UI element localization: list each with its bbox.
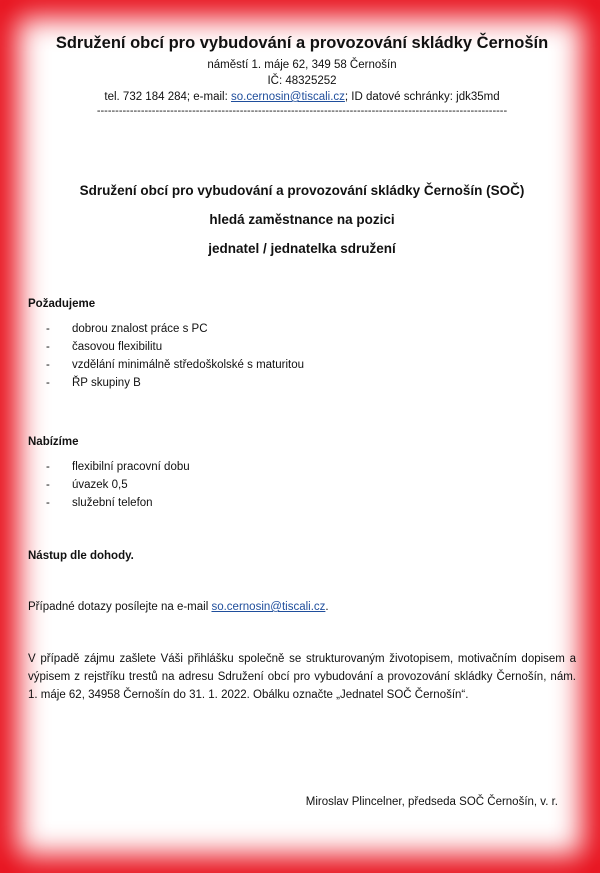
questions-suffix: . [325,601,329,613]
list-item [28,338,576,356]
list-marker: - [46,323,50,335]
organization-address: náměstí 1. máje 62, 349 58 Černošín [207,59,397,71]
list-item-text: dobrou znalost práce s PC [72,323,208,335]
signature: Miroslav Plincelner, předseda SOČ Černošín, v. r. [305,796,558,808]
list-marker: - [46,341,50,353]
requirements-heading: Požadujeme [28,298,96,310]
headline-line-3: jednatel / jednatelka sdružení [208,241,396,256]
organization-ic: IČ: 48325252 [267,75,337,87]
headline-line-2: hledá zaměstnance na pozici [209,212,395,227]
list-item-text: služební telefon [72,497,153,509]
list-marker: - [46,377,50,389]
contact-suffix: ; ID datové schránky: jdk35md [344,91,500,103]
list-marker: - [46,461,50,473]
application-instructions: V případě zájmu zašlete Váši přihlášku společně se strukturovaným životopisem, motivačním dopisem a výpisem z rejstříku trestů na adresu Sdružení obcí pro vybudování a provozování skládky Černošín, nám. 1. máje 62, 34958 Černošín do 31. 1. 2022. Obálku označte „Jednatel SOČ Černošín“. [28,653,576,701]
header-email-link[interactable]: so.cernosin@tiscali.cz [230,91,345,103]
start-date-note: Nástup dle dohody. [28,550,134,562]
list-item [28,356,576,374]
headline-line-1: Sdružení obcí pro vybudování a provozování skládky Černošín (SOČ) [79,183,525,198]
offer-list [28,458,576,512]
list-item-text: flexibilní pracovní dobu [72,461,190,473]
questions-note [28,598,576,616]
list-marker: - [46,359,50,371]
list-item-text: vzdělání minimálně středoškolské s maturitou [72,359,305,371]
questions-email-link[interactable]: so.cernosin@tiscali.cz [211,601,326,613]
list-marker: - [46,497,50,509]
list-item [28,374,576,392]
list-marker: - [46,479,50,491]
list-item-text: časovou flexibilitu [72,341,163,353]
list-item [28,476,576,494]
questions-prefix: Případné dotazy posílejte na e-mail [28,601,212,613]
organization-contact [28,91,576,103]
list-item-text: ŘP skupiny B [72,377,141,389]
list-item [28,320,576,338]
list-item [28,458,576,476]
document-page [28,34,576,808]
header-divider: ---------------------------------------------------------------------------------------------------------------- [96,105,508,117]
organization-title: Sdružení obcí pro vybudování a provozování skládky Černošín [55,34,549,52]
list-item [28,494,576,512]
offer-heading: Nabízíme [28,436,79,448]
requirements-list [28,320,576,392]
list-item-text: úvazek 0,5 [72,479,128,491]
contact-prefix: tel. 732 184 284; e-mail: [104,91,231,103]
